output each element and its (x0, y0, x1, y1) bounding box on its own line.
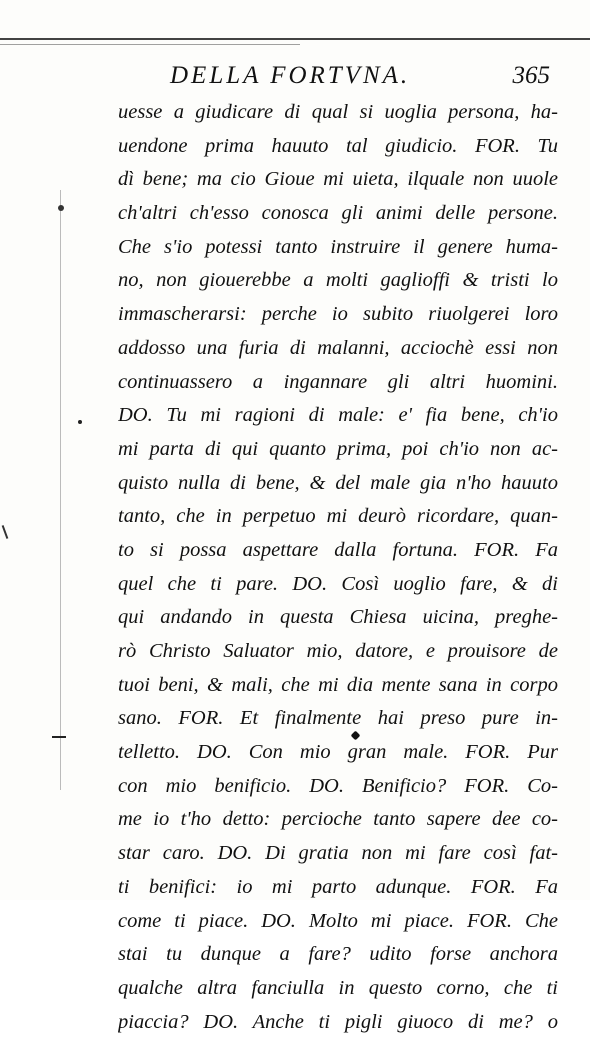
margin-mark (2, 525, 9, 539)
text-line: quisto nulla di bene, & del male gia n'ho hauuto (118, 471, 558, 494)
text-line: tuoi beni, & mali, che mi dia mente sana in corpo (118, 673, 558, 696)
text-line: ti benifici: io mi parto adunque. FOR. Fa (118, 875, 558, 898)
text-body (118, 96, 558, 1039)
page-number: 365 (512, 62, 550, 89)
text-line: dì bene; ma cio Gioue mi uieta, ilquale non uuole (118, 168, 558, 191)
text-line: uendone prima hauuto tal giudicio. FOR. Tu (118, 134, 558, 157)
text-line: immascherarsi: perche io subito riuolgerei loro (118, 303, 558, 326)
top-rule (0, 38, 590, 40)
ink-spot (58, 205, 64, 211)
text-line: qualche altra fanciulla in questo corno, che ti (118, 976, 558, 999)
page-header (170, 62, 550, 92)
text-line: ch'altri ch'esso conosca gli animi delle persone. (118, 202, 558, 225)
text-line: quel che ti pare. DO. Così uoglio fare, & di (118, 572, 558, 595)
text-line: continuassero a ingannare gli altri huomini. (118, 370, 558, 393)
text-line: mi parta di qui quanto prima, poi ch'io non ac- (118, 437, 558, 460)
text-line: telletto. DO. Con mio gran male. FOR. Pur (118, 741, 558, 764)
text-line: con mio benificio. DO. Benificio? FOR. Co- (118, 774, 558, 797)
ink-spot (78, 420, 82, 424)
text-line: DO. Tu mi ragioni di male: e' fia bene, ch'io (118, 404, 558, 427)
text-line: stai tu dunque a fare? udito forse anchora (118, 943, 558, 966)
text-line: no, non giouerebbe a molti gaglioffi & tristi lo (118, 269, 558, 292)
text-line: tanto, che in perpetuo mi deurò ricordare, quan- (118, 505, 558, 528)
text-line: come ti piace. DO. Molto mi piace. FOR. Che (118, 909, 558, 932)
text-line: me io t'ho detto: percioche tanto sapere dee co- (118, 808, 558, 831)
text-line: sano. FOR. Et finalmente hai preso pure in- (118, 707, 558, 730)
margin-mark (52, 736, 66, 738)
text-line: to si possa aspettare dalla fortuna. FOR. Fa (118, 538, 558, 561)
text-line: star caro. DO. Di gratia non mi fare così fat- (118, 842, 558, 865)
top-rule-secondary (0, 44, 300, 45)
text-line: addosso una furia di malanni, acciochè essi non (118, 336, 558, 359)
running-head: DELLA FORTVNA. (170, 62, 411, 89)
text-line: qui andando in questa Chiesa uicina, preghe- (118, 606, 558, 629)
page-gutter-line (60, 190, 61, 790)
text-line: Che s'io potessi tanto instruire il genere huma- (118, 235, 558, 258)
text-line: rò Christo Saluator mio, datore, e prouisore de (118, 640, 558, 662)
text-line: uesse a giudicare di qual si uoglia persona, ha- (118, 101, 558, 123)
text-line: piaccia? DO. Anche ti pigli giuoco di me? o (118, 1010, 558, 1033)
